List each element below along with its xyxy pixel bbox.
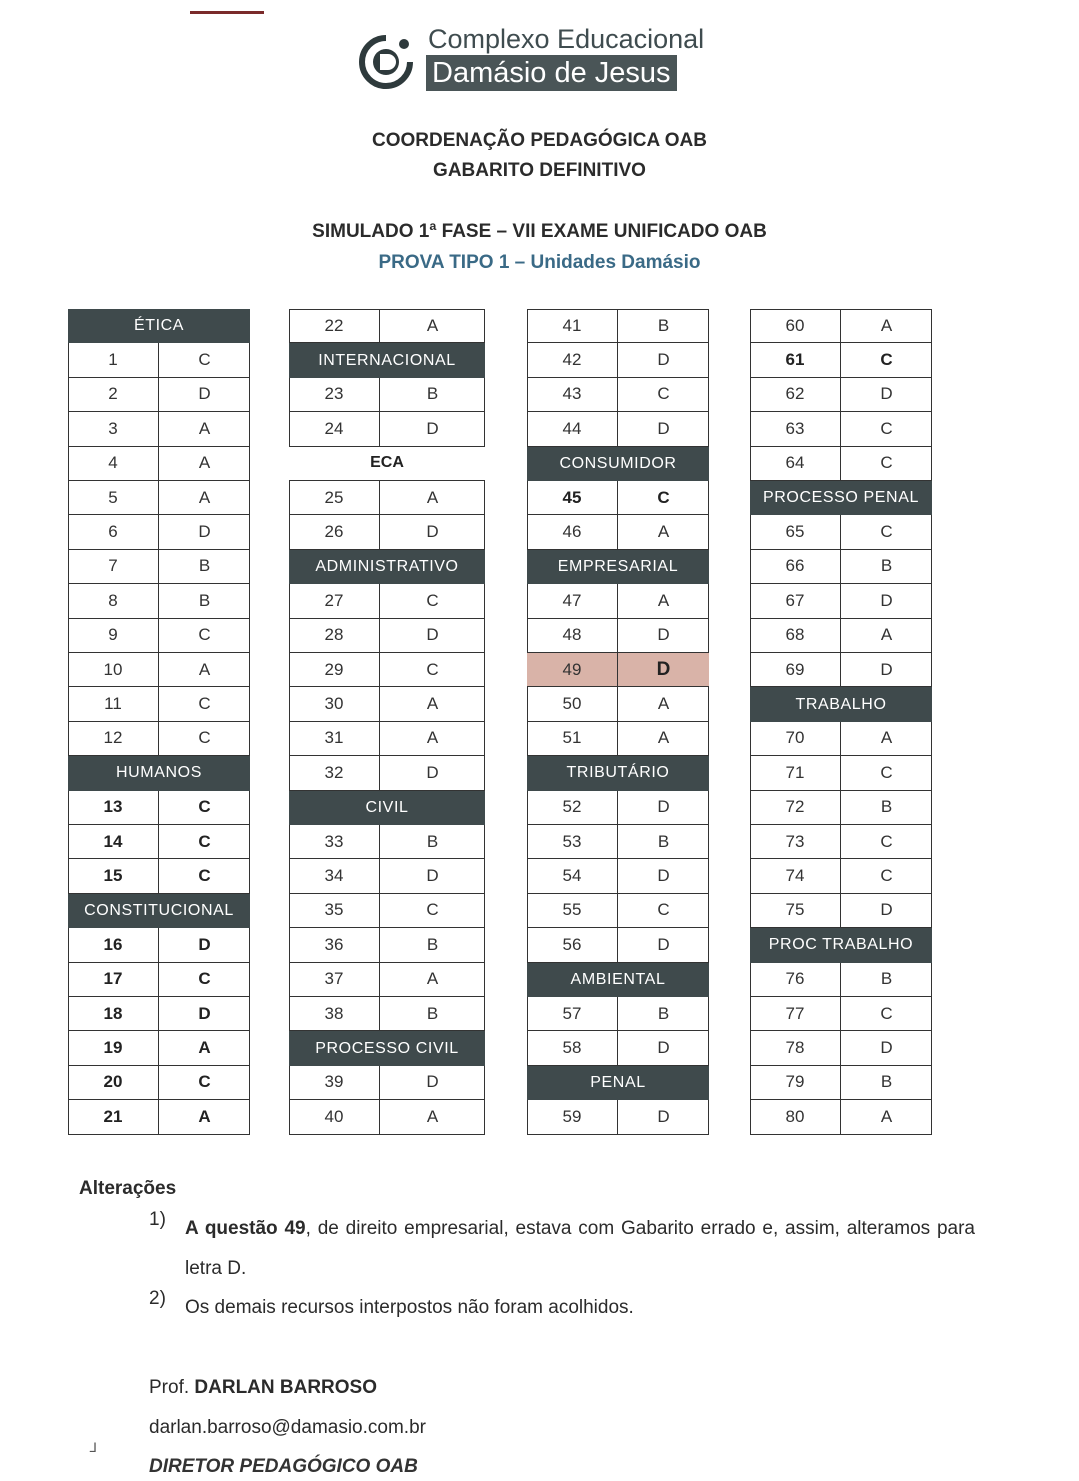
answer-row xyxy=(289,756,485,790)
answer-letter: D xyxy=(198,384,211,404)
question-number: 63 xyxy=(750,412,841,445)
section-header: PROCESSO PENAL xyxy=(750,481,932,515)
answer-letter: C xyxy=(198,969,211,989)
answer-letter: D xyxy=(657,934,670,954)
answer-letter: C xyxy=(198,1072,211,1092)
answer-letter: D xyxy=(657,418,670,438)
answer-letter: A xyxy=(880,625,893,645)
answer-row xyxy=(68,584,250,618)
answer-row xyxy=(750,584,932,618)
alteracao-text xyxy=(185,1209,975,1289)
question-number: 30 xyxy=(289,687,380,720)
answer-row xyxy=(750,997,932,1031)
question-number: 6 xyxy=(68,515,159,548)
answer-row xyxy=(750,859,932,893)
answer-letter: D xyxy=(657,1106,670,1126)
question-number: 8 xyxy=(68,584,159,617)
question-number: 61 xyxy=(750,343,841,376)
question-number: 13 xyxy=(68,791,159,824)
question-number: 58 xyxy=(527,1031,618,1064)
answer-letter: A xyxy=(426,315,439,335)
answer-row xyxy=(289,928,485,962)
question-number: 68 xyxy=(750,619,841,652)
answer-row xyxy=(68,791,250,825)
answer-letter: C xyxy=(880,762,893,782)
answer-row xyxy=(289,894,485,928)
section-header: PROC TRABALHO xyxy=(750,928,932,962)
section-header: CONSTITUCIONAL xyxy=(68,894,250,928)
answer-row xyxy=(527,481,709,515)
answer-row xyxy=(750,343,932,377)
question-number: 5 xyxy=(68,481,159,514)
question-number: 59 xyxy=(527,1100,618,1133)
answer-row xyxy=(750,378,932,412)
answer-row xyxy=(750,550,932,584)
answer-row xyxy=(289,619,485,653)
answer-letter: C xyxy=(198,797,211,817)
heading-simulado: SIMULADO 1ª FASE – VII EXAME UNIFICADO OAB xyxy=(312,221,767,242)
question-number: 49 xyxy=(527,653,618,686)
answer-letter: C xyxy=(426,590,439,610)
answer-row xyxy=(527,722,709,756)
question-number: 10 xyxy=(68,653,159,686)
answer-row xyxy=(750,309,932,343)
answer-letter: D xyxy=(426,866,439,886)
answer-row xyxy=(750,825,932,859)
logo-emblem-icon xyxy=(356,32,416,92)
answer-row xyxy=(68,963,250,997)
answer-letter: A xyxy=(880,728,893,748)
question-number: 52 xyxy=(527,791,618,824)
question-number: 17 xyxy=(68,963,159,996)
answer-row xyxy=(289,1066,485,1100)
answer-row xyxy=(750,653,932,687)
question-number: 4 xyxy=(68,447,159,480)
question-number: 75 xyxy=(750,894,841,927)
answer-row xyxy=(289,997,485,1031)
answer-letter: B xyxy=(426,1003,439,1023)
section-header: HUMANOS xyxy=(68,756,250,790)
question-number: 41 xyxy=(527,309,618,342)
question-number: 57 xyxy=(527,997,618,1030)
question-number: 27 xyxy=(289,584,380,617)
answer-row xyxy=(750,1100,932,1134)
answer-letter: C xyxy=(880,866,893,886)
heading-gabarito: GABARITO DEFINITIVO xyxy=(433,160,646,181)
question-number: 3 xyxy=(68,412,159,445)
alteracao-text xyxy=(185,1288,975,1328)
answer-letter: C xyxy=(198,350,211,370)
answer-letter: C xyxy=(880,831,893,851)
answer-row xyxy=(68,515,250,549)
answer-row xyxy=(527,894,709,928)
question-number: 67 xyxy=(750,584,841,617)
answer-row xyxy=(527,928,709,962)
section-header: PROCESSO CIVIL xyxy=(289,1031,485,1065)
question-number: 7 xyxy=(68,550,159,583)
answer-row xyxy=(289,825,485,859)
answer-letter: C xyxy=(198,694,211,714)
question-number: 15 xyxy=(68,859,159,892)
question-number: 51 xyxy=(527,722,618,755)
question-number: 23 xyxy=(289,378,380,411)
answer-row xyxy=(750,791,932,825)
answer-letter: D xyxy=(880,659,893,679)
section-header: TRIBUTÁRIO xyxy=(527,756,709,790)
section-header: PENAL xyxy=(527,1066,709,1100)
answer-row xyxy=(68,619,250,653)
answer-letter: D xyxy=(880,1038,893,1058)
answer-letter: B xyxy=(880,1072,893,1092)
question-number: 2 xyxy=(68,378,159,411)
answer-row xyxy=(68,1100,250,1134)
section-header: CIVIL xyxy=(289,791,485,825)
question-number: 38 xyxy=(289,997,380,1030)
answer-row xyxy=(527,825,709,859)
answer-row xyxy=(68,1031,250,1065)
question-number: 36 xyxy=(289,928,380,961)
answer-letter: B xyxy=(657,1003,670,1023)
answer-letter: C xyxy=(198,728,211,748)
question-number: 24 xyxy=(289,412,380,445)
question-number: 77 xyxy=(750,997,841,1030)
question-number: 65 xyxy=(750,515,841,548)
answer-letter: C xyxy=(657,900,670,920)
answer-row xyxy=(527,309,709,343)
heading-prova: PROVA TIPO 1 – Unidades Damásio xyxy=(378,252,701,273)
signature-name: DARLAN BARROSO xyxy=(194,1377,378,1398)
question-number: 48 xyxy=(527,619,618,652)
question-number: 70 xyxy=(750,722,841,755)
answer-row xyxy=(68,412,250,446)
answer-row xyxy=(527,653,709,687)
answer-letter: D xyxy=(426,418,439,438)
question-number: 14 xyxy=(68,825,159,858)
answer-letter: B xyxy=(426,934,439,954)
answer-row xyxy=(68,928,250,962)
answer-letter: D xyxy=(657,625,670,645)
answer-row xyxy=(289,584,485,618)
question-number: 54 xyxy=(527,859,618,892)
answer-letter: A xyxy=(426,728,439,748)
answer-row xyxy=(750,412,932,446)
question-number: 60 xyxy=(750,309,841,342)
answer-letter: D xyxy=(657,797,670,817)
answer-row xyxy=(289,687,485,721)
answer-letter: B xyxy=(880,969,893,989)
answer-letter: C xyxy=(880,418,893,438)
institution-logo xyxy=(356,24,706,94)
section-header: CONSUMIDOR xyxy=(527,447,709,481)
section-header: ADMINISTRATIVO xyxy=(289,550,485,584)
answer-row xyxy=(289,481,485,515)
answer-row xyxy=(289,515,485,549)
answer-row xyxy=(750,894,932,928)
answer-letter: D xyxy=(198,522,211,542)
answer-letter: A xyxy=(426,969,439,989)
answer-row xyxy=(68,481,250,515)
answer-letter: B xyxy=(657,315,670,335)
answer-row xyxy=(68,859,250,893)
question-number: 22 xyxy=(289,309,380,342)
question-number: 50 xyxy=(527,687,618,720)
answer-letter: D xyxy=(426,522,439,542)
question-number: 20 xyxy=(68,1066,159,1099)
answer-letter: A xyxy=(198,453,211,473)
question-number: 26 xyxy=(289,515,380,548)
question-number: 33 xyxy=(289,825,380,858)
question-number: 25 xyxy=(289,481,380,514)
signature-email[interactable]: darlan.barroso@damasio.com.br xyxy=(149,1417,426,1438)
answer-row xyxy=(750,722,932,756)
answer-letter: D xyxy=(657,866,670,886)
alteracao-rest: Os demais recursos interpostos não foram acolhidos. xyxy=(185,1297,634,1318)
answer-row xyxy=(750,515,932,549)
answer-row xyxy=(527,515,709,549)
answer-letter: C xyxy=(880,522,893,542)
question-number: 64 xyxy=(750,447,841,480)
answer-letter: D xyxy=(657,350,670,370)
answer-row xyxy=(527,412,709,446)
answer-row xyxy=(750,1031,932,1065)
answer-row xyxy=(68,447,250,481)
answer-letter: B xyxy=(198,556,211,576)
answer-row xyxy=(289,309,485,343)
answer-row xyxy=(527,584,709,618)
answer-letter: A xyxy=(657,728,670,748)
answer-row xyxy=(68,1066,250,1100)
question-number: 43 xyxy=(527,378,618,411)
answer-row xyxy=(68,722,250,756)
answer-letter: A xyxy=(657,694,670,714)
alteracao-rest: , de direito empresarial, estava com Gabarito errado e, assim, alteramos para letra D. xyxy=(185,1218,975,1279)
answer-row xyxy=(527,1031,709,1065)
answer-row xyxy=(750,619,932,653)
question-number: 11 xyxy=(68,687,159,720)
answer-row xyxy=(527,791,709,825)
answer-letter: A xyxy=(880,1106,893,1126)
question-number: 28 xyxy=(289,619,380,652)
answer-row xyxy=(289,963,485,997)
question-number: 16 xyxy=(68,928,159,961)
answer-row xyxy=(68,825,250,859)
answer-row xyxy=(527,1100,709,1134)
answer-row xyxy=(68,653,250,687)
answer-letter: A xyxy=(426,694,439,714)
answer-letter: B xyxy=(880,556,893,576)
question-number: 42 xyxy=(527,343,618,376)
answer-letter: A xyxy=(198,1106,211,1126)
question-number: 45 xyxy=(527,481,618,514)
answer-row xyxy=(68,550,250,584)
answer-letter: C xyxy=(426,900,439,920)
answer-letter: C xyxy=(657,384,670,404)
question-number: 18 xyxy=(68,997,159,1030)
scan-tick-mark: ᒧ xyxy=(89,1440,97,1455)
answer-letter: C xyxy=(880,350,893,370)
question-number: 46 xyxy=(527,515,618,548)
answer-row xyxy=(68,378,250,412)
answer-letter: C xyxy=(880,1003,893,1023)
answer-letter: C xyxy=(198,625,211,645)
alteracao-number: 1) xyxy=(149,1209,166,1230)
section-header: AMBIENTAL xyxy=(527,963,709,997)
answer-letter: D xyxy=(880,590,893,610)
answer-row xyxy=(527,859,709,893)
answer-row xyxy=(527,687,709,721)
logo-text-top: Complexo Educacional xyxy=(428,24,705,54)
answer-row xyxy=(68,997,250,1031)
answer-row xyxy=(527,619,709,653)
answer-letter: C xyxy=(198,831,211,851)
answer-row xyxy=(68,343,250,377)
question-number: 69 xyxy=(750,653,841,686)
question-number: 71 xyxy=(750,756,841,789)
answer-letter: B xyxy=(426,831,439,851)
answer-letter: D xyxy=(426,625,439,645)
answer-letter: A xyxy=(426,487,439,507)
question-number: 39 xyxy=(289,1066,380,1099)
answer-row xyxy=(289,378,485,412)
question-number: 66 xyxy=(750,550,841,583)
answer-row xyxy=(750,1066,932,1100)
answer-letter: B xyxy=(880,797,893,817)
answer-row xyxy=(527,343,709,377)
answer-row xyxy=(289,412,485,446)
answer-letter: A xyxy=(198,418,211,438)
question-number: 53 xyxy=(527,825,618,858)
answer-letter: A xyxy=(880,315,893,335)
question-number: 12 xyxy=(68,722,159,755)
section-header: ECA xyxy=(289,447,485,481)
question-number: 80 xyxy=(750,1100,841,1133)
answer-letter: C xyxy=(426,659,439,679)
answer-row xyxy=(289,1100,485,1134)
question-number: 1 xyxy=(68,343,159,376)
answer-letter: A xyxy=(198,1038,211,1058)
answer-letter: D xyxy=(198,934,211,954)
answer-letter: D xyxy=(656,658,671,680)
question-number: 78 xyxy=(750,1031,841,1064)
answer-row xyxy=(527,378,709,412)
answer-letter: D xyxy=(426,762,439,782)
answer-row xyxy=(289,722,485,756)
answer-row xyxy=(750,447,932,481)
answer-letter: B xyxy=(657,831,670,851)
question-number: 56 xyxy=(527,928,618,961)
answer-letter: D xyxy=(880,900,893,920)
answer-letter: A xyxy=(198,659,211,679)
signature-role: DIRETOR PEDAGÓGICO OAB xyxy=(149,1456,418,1477)
answer-letter: C xyxy=(198,866,211,886)
answer-letter: A xyxy=(198,487,211,507)
answer-row xyxy=(750,756,932,790)
question-number: 76 xyxy=(750,963,841,996)
question-number: 21 xyxy=(68,1100,159,1133)
answer-letter: A xyxy=(657,590,670,610)
signature-name-line xyxy=(149,1377,377,1399)
answer-row xyxy=(289,653,485,687)
question-number: 62 xyxy=(750,378,841,411)
heading-coordenacao: COORDENAÇÃO PEDAGÓGICA OAB xyxy=(372,130,707,151)
answer-letter: C xyxy=(880,453,893,473)
alteracoes-title: Alterações xyxy=(79,1178,177,1199)
answer-letter: A xyxy=(426,1106,439,1126)
answer-letter: D xyxy=(657,1038,670,1058)
question-number: 35 xyxy=(289,894,380,927)
question-number: 34 xyxy=(289,859,380,892)
alteracao-number: 2) xyxy=(149,1288,166,1309)
scan-mark xyxy=(190,11,264,14)
answer-letter: A xyxy=(657,522,670,542)
section-header: ÉTICA xyxy=(68,309,250,343)
section-header: TRABALHO xyxy=(750,687,932,721)
question-number: 19 xyxy=(68,1031,159,1064)
answer-letter: D xyxy=(880,384,893,404)
question-number: 32 xyxy=(289,756,380,789)
answer-letter: C xyxy=(657,487,670,507)
question-number: 31 xyxy=(289,722,380,755)
signature-prefix: Prof. xyxy=(149,1377,190,1398)
logo-text-bottom: Damásio de Jesus xyxy=(426,55,677,91)
question-number: 72 xyxy=(750,791,841,824)
answer-letter: D xyxy=(198,1003,211,1023)
answer-letter: D xyxy=(426,1072,439,1092)
question-number: 29 xyxy=(289,653,380,686)
question-number: 55 xyxy=(527,894,618,927)
answer-row xyxy=(527,997,709,1031)
answer-letter: B xyxy=(426,384,439,404)
question-number: 44 xyxy=(527,412,618,445)
section-header: EMPRESARIAL xyxy=(527,550,709,584)
answer-row xyxy=(289,859,485,893)
question-number: 47 xyxy=(527,584,618,617)
section-header: INTERNACIONAL xyxy=(289,343,485,377)
question-number: 9 xyxy=(68,619,159,652)
answer-letter: B xyxy=(198,590,211,610)
question-number: 40 xyxy=(289,1100,380,1133)
answer-row xyxy=(68,687,250,721)
answer-row xyxy=(750,963,932,997)
question-number: 74 xyxy=(750,859,841,892)
question-number: 37 xyxy=(289,963,380,996)
question-number: 73 xyxy=(750,825,841,858)
question-number: 79 xyxy=(750,1066,841,1099)
alteracao-bold: A questão 49 xyxy=(185,1218,306,1239)
